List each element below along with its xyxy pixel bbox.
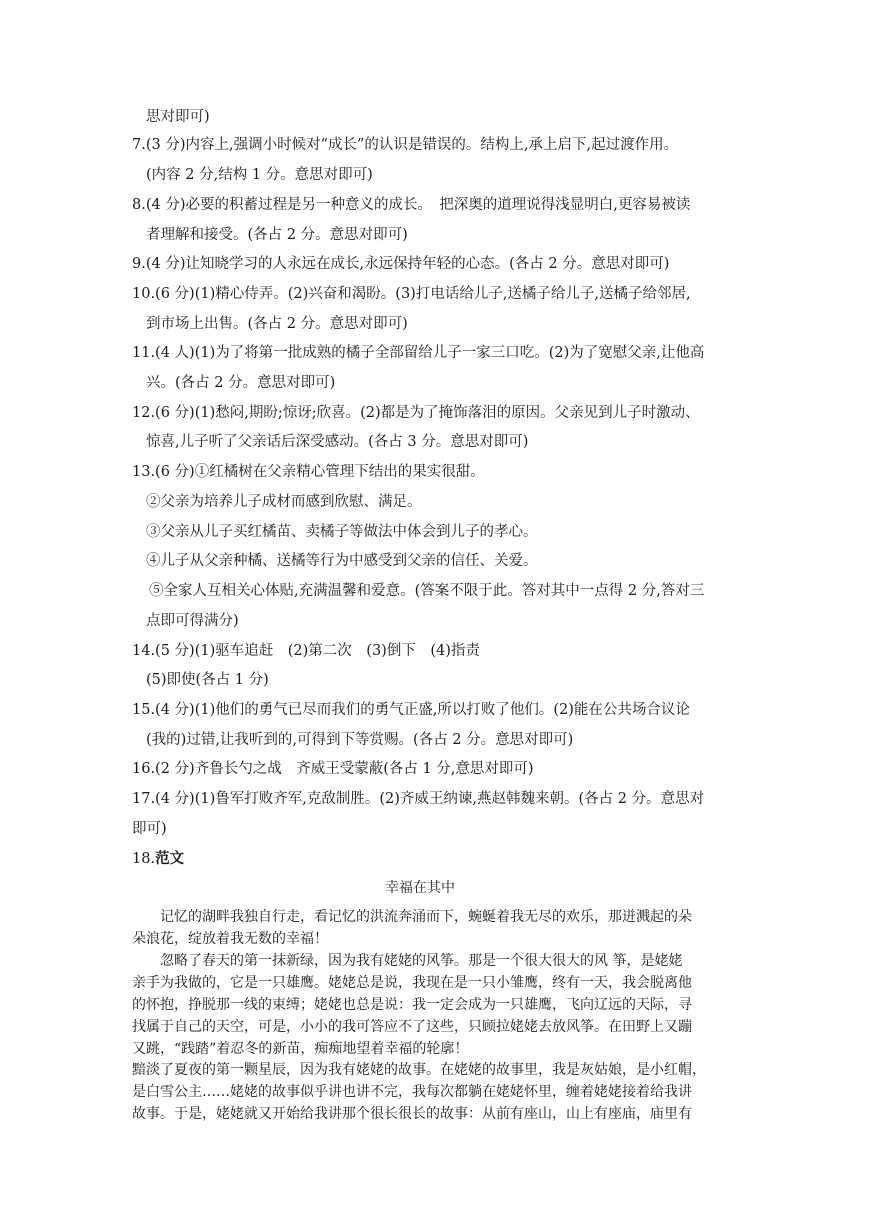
answer-line: ③父亲从儿子买红橘苗、卖橘子等做法中体会到儿子的孝心。 bbox=[146, 524, 538, 540]
answer-line: ④儿子从父亲种橘、送橘等行为中感受到父亲的信任、关爱。 bbox=[146, 553, 538, 569]
answer-line: 惊喜,儿子听了父亲话后深受感动。(各占 3 分。意思对即可) bbox=[146, 434, 529, 450]
essay-line: 是白雪公主……姥姥的故事似乎讲也讲不完，我每次都躺在姥姥怀里，缠着姥姥接着给我讲 bbox=[132, 1084, 692, 1100]
answer-line: 14.(5 分)(1)驱车追赶 (2)第二次 (3)倒下 (4)指责 bbox=[132, 643, 480, 659]
essay-line: 故事。于是，姥姥就又开始给我讲那个很长很长的故事：从前有座山，山上有座庙，庙里有 bbox=[132, 1106, 692, 1122]
answer-line: 者理解和接受。(各占 2 分。意思对即可) bbox=[146, 227, 408, 243]
essay-line: 朵浪花，绽放着我无数的幸福！ bbox=[132, 931, 328, 947]
answer-line: 13.(6 分)①红橘树在父亲精心管理下结出的果实很甜。 bbox=[132, 464, 485, 480]
essay-line: 亲手为我做的，它是一只雄鹰。姥姥总是说，我现在是一只小雏鹰，终有一天，我会脱离他 bbox=[132, 975, 692, 991]
answer-line: 思对即可) bbox=[146, 109, 210, 125]
answer-line: 15.(4 分)(1)他们的勇气已尽而我们的勇气正盛,所以打败了他们。(2)能在公共场合议论 bbox=[132, 702, 690, 718]
essay-line: 又跳，“践踏”着忍冬的新苗，痴痴地望着幸福的轮廓！ bbox=[132, 1041, 469, 1057]
answer-line: 12.(6 分)(1)愁闷,期盼;惊讶;欣喜。(2)都是为了掩饰落泪的原因。父亲见到儿子时激动、 bbox=[132, 405, 700, 421]
answer-line: (我的)过错,让我听到的,可得到下等赏赐。(各占 2 分。意思对即可) bbox=[146, 732, 574, 748]
answer-line: 7.(3 分)内容上,强调小时候对“成长”的认识是错误的。结构上,承上启下,起过渡作用。 bbox=[132, 137, 679, 153]
answer-line: 兴。(各占 2 分。意思对即可) bbox=[146, 375, 336, 391]
essay-line: 黯淡了夏夜的第一颗星辰，因为我有姥姥的故事。在姥姥的故事里，我是灰姑娘，是小红帽， bbox=[132, 1062, 706, 1078]
essay-line: 的怀抱，挣脱那一线的束缚；姥姥也总是说：我一定会成为一只雄鹰，飞向辽远的天际，寻 bbox=[132, 997, 692, 1013]
answer-line: (内容 2 分,结构 1 分。意思对即可) bbox=[146, 167, 373, 183]
answer-line: 即可) bbox=[132, 821, 167, 837]
model-essay-label: 范文 bbox=[155, 850, 185, 867]
question-18-heading bbox=[132, 848, 184, 870]
essay-title: 幸福在其中 bbox=[385, 880, 455, 896]
answer-line: 11.(4 人)(1)为了将第一批成熟的橘子全部留给儿子一家三口吃。(2)为了宽慰父亲,让他高 bbox=[132, 345, 705, 361]
answer-line: (5)即使(各占 1 分) bbox=[146, 672, 269, 688]
answer-line: 到市场上出售。(各占 2 分。意思对即可) bbox=[146, 316, 408, 332]
answer-line: 10.(6 分)(1)精心侍弄。(2)兴奋和渴盼。(3)打电话给儿子,送橘子给儿子,送橘子给邻居, bbox=[132, 286, 691, 302]
answer-line: 9.(4 分)让知晓学习的人永远在成长,永远保持年轻的心态。(各占 2 分。意思对即可) bbox=[132, 256, 670, 272]
answer-line: 8.(4 分)必要的积蓄过程是另一种意义的成长。 把深奥的道理说得浅显明白,更容易被读 bbox=[132, 197, 691, 213]
answer-line: 17.(4 分)(1)鲁军打败齐军,克敌制胜。(2)齐威王纳谏,燕赵韩魏来朝。(各占 2 分。意思对 bbox=[132, 791, 705, 807]
essay-line: 忽略了春天的第一抹新绿，因为我有姥姥的风筝。那是一个很大很大的风 筝，是姥姥 bbox=[160, 953, 683, 969]
essay-line: 记忆的湖畔我独自行走，看记忆的洪流奔涌而下，蜿蜒着我无尽的欢乐，那迸溅起的朵 bbox=[160, 909, 692, 925]
answer-line: 点即可得满分) bbox=[146, 613, 239, 629]
answer-line: ②父亲为培养儿子成材而感到欣慰、满足。 bbox=[146, 494, 422, 510]
answer-line: ⑤全家人互相关心体贴,充满温馨和爱意。(答案不限于此。答对其中一点得 2 分,答对三 bbox=[149, 583, 705, 599]
question-number: 18. bbox=[132, 851, 156, 867]
essay-line: 找属于自己的天空，可是，小小的我可答应不了这些，只顾拉姥姥去放风筝。在田野上又蹦 bbox=[132, 1019, 692, 1035]
answer-line: 16.(2 分)齐鲁长勺之战 齐威王受蒙蔽(各占 1 分,意思对即可) bbox=[132, 761, 534, 777]
